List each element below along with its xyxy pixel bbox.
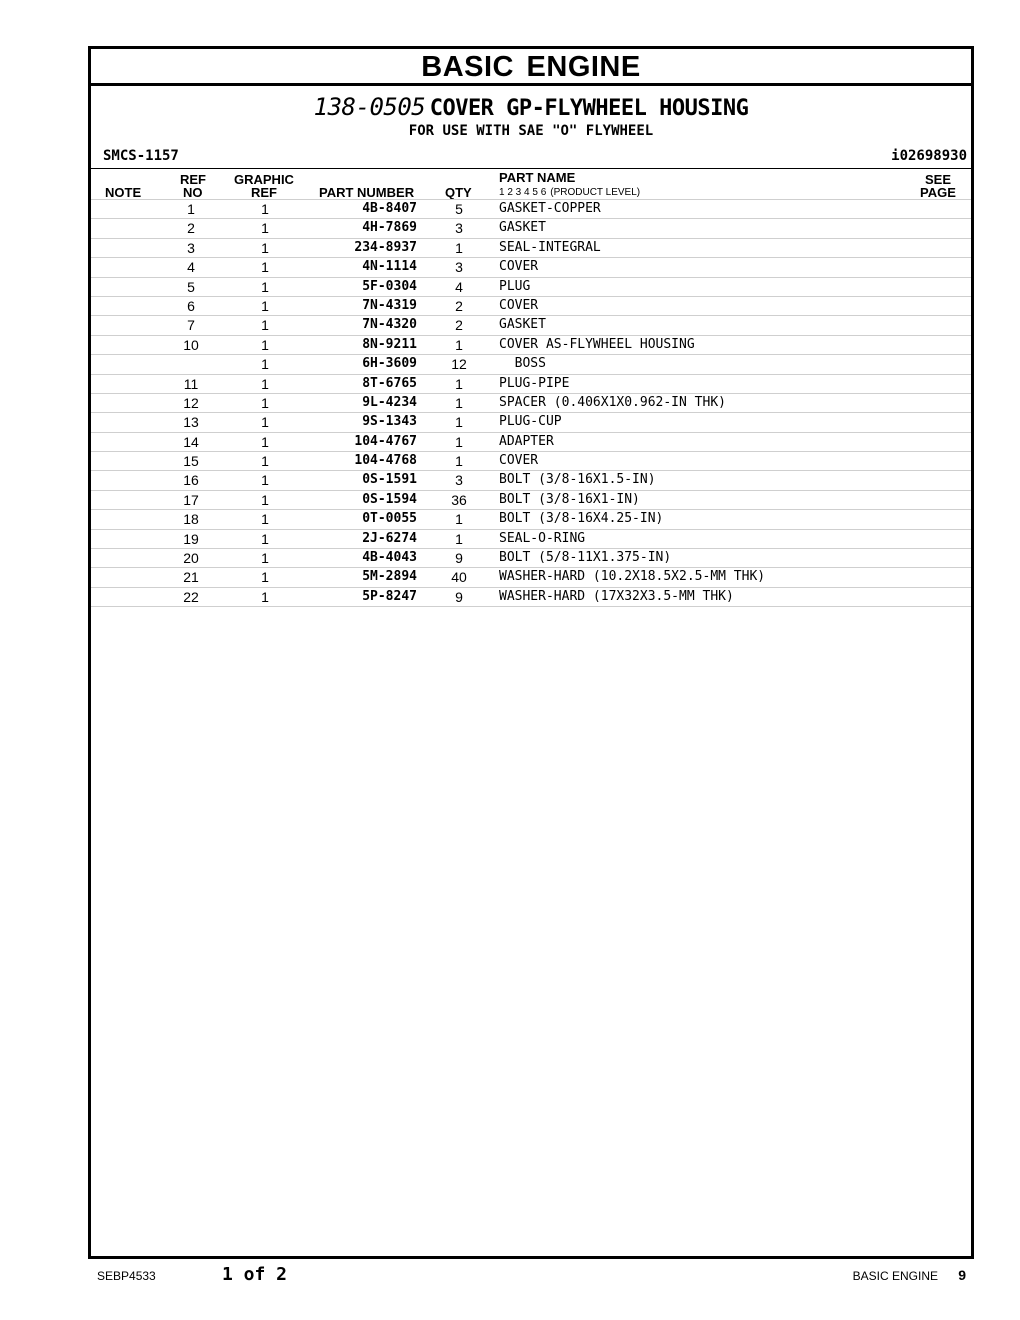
- table-row: [91, 412, 971, 431]
- quantity: 1: [455, 239, 463, 256]
- header-ref-top: REF: [180, 172, 206, 187]
- part-name: GASKET-COPPER: [499, 201, 601, 216]
- part-number: 7N-4320: [362, 317, 417, 333]
- group-number: 138-0505: [313, 93, 426, 121]
- graphic-ref: 1: [261, 511, 269, 528]
- graphic-ref: 1: [261, 297, 269, 314]
- part-number: 4H-7869: [362, 220, 417, 236]
- part-name: COVER AS-FLYWHEEL HOUSING: [499, 336, 695, 352]
- ref-no: 13: [183, 414, 199, 431]
- part-name: SPACER (0.406X1X0.962-IN THK): [499, 394, 726, 410]
- table-row: [91, 218, 971, 237]
- quantity: 1: [455, 375, 463, 392]
- part-number: 5P-8247: [362, 588, 417, 604]
- part-name: SEAL-O-RING: [499, 530, 586, 546]
- part-number: 6H-3609: [362, 356, 417, 372]
- header-graphic-top: GRAPHIC: [234, 172, 294, 187]
- quantity: 1: [455, 433, 463, 450]
- quantity: 1: [455, 530, 463, 547]
- table-row: [91, 277, 971, 296]
- footer-doc-number: SEBP4533: [97, 1269, 156, 1283]
- part-number: 0S-1591: [362, 472, 417, 488]
- part-name: COVER: [499, 297, 539, 313]
- quantity: 40: [451, 569, 467, 586]
- illustration-id: i02698930: [891, 148, 967, 164]
- part-number: 8T-6765: [362, 375, 417, 391]
- graphic-ref: 1: [261, 414, 269, 431]
- graphic-ref: 1: [261, 530, 269, 547]
- graphic-ref: 1: [261, 239, 269, 256]
- table-row: [91, 470, 971, 489]
- quantity: 1: [455, 414, 463, 431]
- part-name: COVER: [499, 259, 539, 275]
- graphic-ref: 1: [261, 336, 269, 353]
- header-product-level-label: (PRODUCT LEVEL): [550, 187, 641, 198]
- ref-no: 22: [183, 588, 199, 605]
- quantity: 9: [455, 550, 463, 567]
- ref-no: 12: [183, 394, 199, 411]
- ref-no: 1: [187, 201, 195, 217]
- header-ref-bottom: NO: [183, 185, 203, 200]
- ref-no: 16: [183, 472, 199, 489]
- ref-no: 21: [183, 569, 199, 586]
- footer-page-of: 1 of 2: [222, 1264, 288, 1285]
- part-number: 104-4767: [354, 433, 417, 449]
- part-name: COVER: [499, 453, 539, 469]
- part-number: 4B-8407: [362, 201, 417, 216]
- graphic-ref: 1: [261, 472, 269, 489]
- table-row: [91, 451, 971, 470]
- part-name: BOSS: [499, 356, 546, 372]
- ref-no: 7: [187, 317, 195, 334]
- group-name: COVER GP-FLYWHEEL HOUSING: [429, 96, 749, 121]
- table-row: [91, 374, 971, 393]
- ref-no: 20: [183, 550, 199, 567]
- ref-no: 5: [187, 278, 195, 295]
- parts-table: [91, 199, 971, 607]
- graphic-ref: 1: [261, 220, 269, 237]
- graphic-ref: 1: [261, 550, 269, 567]
- graphic-ref: 1: [261, 569, 269, 586]
- smcs-row: [91, 144, 971, 168]
- part-number: 0S-1594: [362, 491, 417, 507]
- table-header: [91, 168, 971, 199]
- part-name: BOLT (3/8-16X4.25-IN): [499, 511, 664, 527]
- table-row: [91, 529, 971, 548]
- table-row: [91, 257, 971, 276]
- table-row: [91, 199, 971, 218]
- part-number: 8N-9211: [362, 336, 417, 352]
- section-title: BASIC ENGINE: [91, 49, 971, 86]
- part-number: 5M-2894: [362, 569, 417, 585]
- table-row: [91, 548, 971, 567]
- page-footer: [0, 1264, 1020, 1288]
- part-name: PLUG-CUP: [499, 414, 562, 430]
- quantity: 2: [455, 317, 463, 334]
- table-row: [91, 296, 971, 315]
- graphic-ref: 1: [261, 394, 269, 411]
- graphic-ref: 1: [261, 491, 269, 508]
- part-number: 104-4768: [354, 453, 417, 469]
- table-row: [91, 393, 971, 412]
- quantity: 12: [451, 356, 467, 373]
- footer-section: BASIC ENGINE: [852, 1269, 938, 1283]
- table-row: [91, 587, 971, 607]
- quantity: 3: [455, 259, 463, 276]
- quantity: 2: [455, 297, 463, 314]
- ref-no: 19: [183, 530, 199, 547]
- graphic-ref: 1: [261, 356, 269, 373]
- part-number: 4B-4043: [362, 550, 417, 566]
- part-name: BOLT (5/8-11X1.375-IN): [499, 550, 672, 566]
- graphic-ref: 1: [261, 201, 269, 217]
- quantity: 4: [455, 278, 463, 295]
- part-name: WASHER-HARD (10.2X18.5X2.5-MM THK): [499, 569, 766, 585]
- ref-no: 3: [187, 239, 195, 256]
- graphic-ref: 1: [261, 588, 269, 605]
- part-name: WASHER-HARD (17X32X3.5-MM THK): [499, 588, 734, 604]
- graphic-ref: 1: [261, 278, 269, 295]
- group-title: [91, 92, 971, 122]
- part-name: PLUG: [499, 278, 531, 294]
- part-number: 7N-4319: [362, 297, 417, 313]
- ref-no: 11: [183, 375, 199, 392]
- part-number: 2J-6274: [362, 530, 417, 546]
- ref-no: 10: [183, 336, 199, 353]
- quantity: 1: [455, 336, 463, 353]
- quantity: 36: [451, 491, 467, 508]
- smcs-code: SMCS-1157: [103, 148, 179, 164]
- ref-no: 14: [183, 433, 199, 450]
- table-row: [91, 567, 971, 586]
- graphic-ref: 1: [261, 453, 269, 470]
- footer-page-number: 9: [958, 1267, 966, 1283]
- table-row: [91, 354, 971, 373]
- ref-no: 2: [187, 220, 195, 237]
- quantity: 5: [455, 201, 463, 217]
- table-row: [91, 238, 971, 257]
- ref-no: 18: [183, 511, 199, 528]
- table-row: [91, 509, 971, 528]
- part-name: PLUG-PIPE: [499, 375, 570, 391]
- part-number: 9L-4234: [362, 394, 417, 410]
- quantity: 9: [455, 588, 463, 605]
- table-row: [91, 335, 971, 354]
- part-number: 9S-1343: [362, 414, 417, 430]
- part-number: 0T-0055: [362, 511, 417, 527]
- header-note: NOTE: [105, 185, 142, 200]
- ref-no: 15: [183, 453, 199, 470]
- header-see-top: SEE: [925, 172, 952, 187]
- table-row: [91, 490, 971, 509]
- part-name: GASKET: [499, 317, 546, 333]
- quantity: 1: [455, 394, 463, 411]
- part-name: BOLT (3/8-16X1-IN): [499, 491, 640, 507]
- part-number: 5F-0304: [362, 278, 417, 294]
- part-name: ADAPTER: [499, 433, 554, 449]
- graphic-ref: 1: [261, 433, 269, 450]
- ref-no: 4: [187, 259, 195, 276]
- graphic-ref: 1: [261, 375, 269, 392]
- quantity: 3: [455, 472, 463, 489]
- page-frame: [88, 46, 974, 1259]
- group-subtitle: FOR USE WITH SAE "O" FLYWHEEL: [408, 123, 654, 139]
- header-graphic-bottom: REF: [251, 185, 277, 200]
- header-see-bottom: PAGE: [920, 185, 956, 200]
- part-number: 4N-1114: [362, 259, 417, 275]
- graphic-ref: 1: [261, 317, 269, 334]
- quantity: 1: [455, 453, 463, 470]
- header-qty: QTY: [445, 185, 472, 200]
- quantity: 1: [455, 511, 463, 528]
- header-level-numbers: 1 2 3 4 5 6: [499, 187, 547, 198]
- part-number: 234-8937: [354, 239, 417, 255]
- table-row: [91, 432, 971, 451]
- header-part-number: PART NUMBER: [319, 185, 415, 200]
- part-name: BOLT (3/8-16X1.5-IN): [499, 472, 656, 488]
- table-row: [91, 315, 971, 334]
- header-part-name: PART NAME: [499, 170, 576, 185]
- ref-no: 6: [187, 297, 195, 314]
- part-name: SEAL-INTEGRAL: [499, 239, 601, 255]
- header-product-level: [499, 187, 640, 198]
- part-name: GASKET: [499, 220, 546, 236]
- ref-no: 17: [183, 491, 199, 508]
- quantity: 3: [455, 220, 463, 237]
- graphic-ref: 1: [261, 259, 269, 276]
